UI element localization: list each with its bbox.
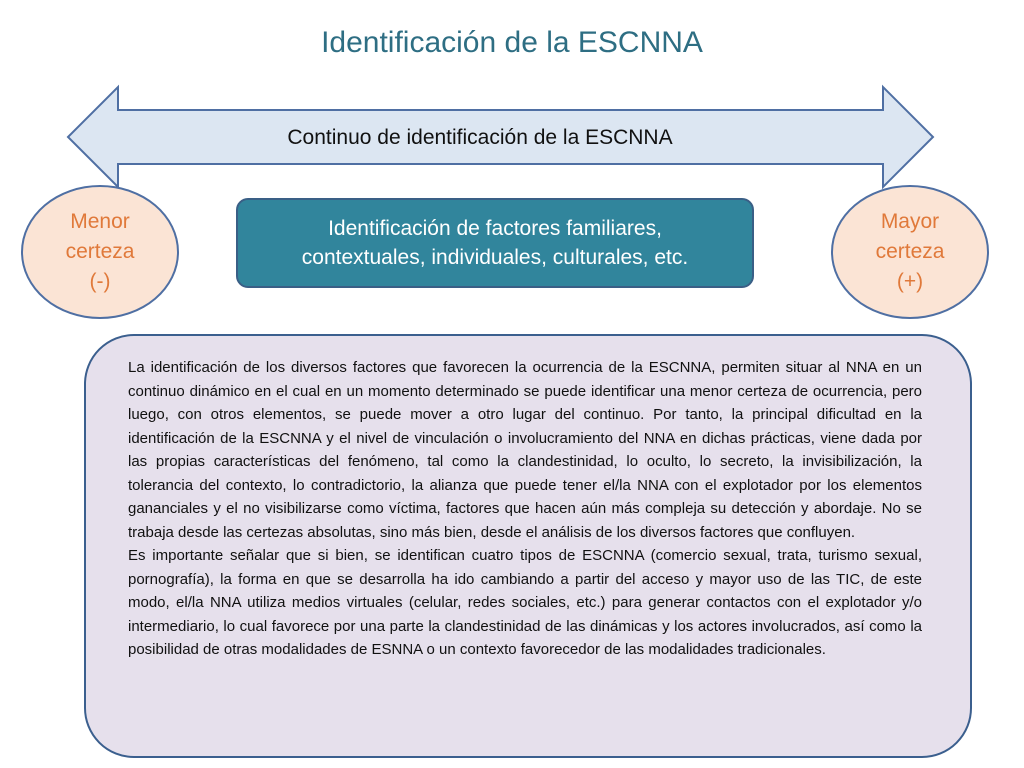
higher-certainty-oval bbox=[831, 185, 989, 319]
oval-line: (+) bbox=[896, 270, 924, 293]
explanation-paragraph: Es importante señalar que si bien, se identifican cuatro tipos de ESCNNA (comercio sexual, trata, turismo sexual, pornografía), la forma en que se desarrolla ha ido cambiando a partir del acceso y mayor uso de las TIC, de este modo, el/la NNA utiliza medios virtuales (celular, redes sociales, etc.) para generar contactos con el explotador y/o intermediario, lo cual favorece por una parte la clandestinidad de las dinámicas y los actores involucrados, así como la posibilidad de otras modalidades de ESNNA o un contexto favorecedor de las modalidades tradicionales. bbox=[128, 547, 922, 658]
factors-line: Identificación de factores familiares, bbox=[328, 217, 662, 240]
page-title: Identificación de la ESCNNA bbox=[321, 26, 703, 59]
oval-line: Menor bbox=[70, 210, 130, 233]
factors-line: contextuales, individuales, culturales, etc. bbox=[301, 246, 689, 269]
explanation-panel bbox=[84, 334, 972, 758]
oval-line: certeza bbox=[65, 240, 135, 263]
oval-line: certeza bbox=[875, 240, 945, 263]
oval-line: (-) bbox=[89, 270, 111, 293]
factors-box bbox=[236, 198, 754, 288]
arrow-label: Continuo de identificación de la ESCNNA bbox=[287, 126, 673, 149]
lower-certainty-oval bbox=[21, 185, 179, 319]
double-arrow bbox=[0, 0, 1024, 200]
oval-line: Mayor bbox=[880, 210, 940, 233]
explanation-paragraph: La identificación de los diversos factores que favorecen la ocurrencia de la ESCNNA, permiten situar al NNA en un continuo dinámico en el cual en un momento determinado se puede identificar una menor certeza de ocurrencia, pero luego, con otros elementos, se puede mover a otro lugar del continuo. Por tanto, la principal dificultad en la identificación de la ESCNNA y el nivel de vinculación o involucramiento del NNA en dichas prácticas, viene dada por las propias características del fenómeno, tal como la clandestinidad, lo oculto, lo secreto, la invisibilización, la tolerancia del contexto, lo contradictorio, la alianza que puede tener el/la NNA con el explotador por los elementos gananciales y el no visibilizarse como víctima, factores que hacen aún más compleja su detección y abordaje. No se trabaja desde las certezas absolutas, sino más bien, desde el análisis de los diversos factores que confluyen. bbox=[128, 359, 922, 541]
